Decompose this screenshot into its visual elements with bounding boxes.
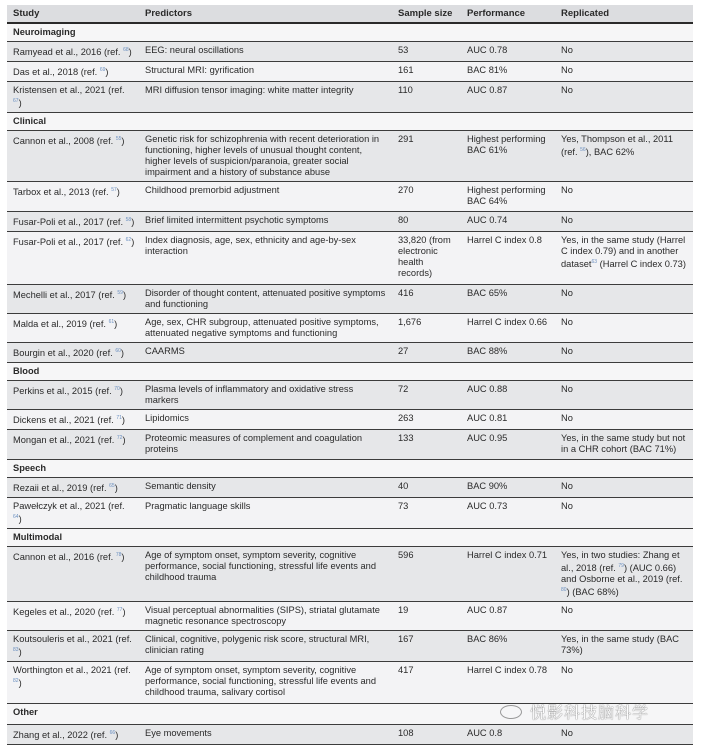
sample-cell: 161 [392, 62, 461, 82]
text-segment: Das et al., 2018 (ref. [13, 67, 100, 77]
text-segment: Mongan et al., 2021 (ref. [13, 435, 117, 445]
text-segment: ) [18, 98, 22, 108]
replicated-cell [555, 285, 693, 314]
section-header-row [7, 363, 693, 381]
watermark [500, 705, 649, 721]
study-cell [7, 725, 139, 745]
replicated-cell [555, 182, 693, 212]
predictors-cell: EEG: neural oscillations [139, 42, 392, 62]
text-segment: No [561, 215, 573, 225]
study-cell [7, 631, 139, 662]
sample-cell: 53 [392, 42, 461, 62]
text-segment: No [561, 346, 573, 356]
text-segment: Yes, in the same study but not in a CHR cohort (BAC 71%) [561, 433, 686, 454]
study-cell [7, 498, 139, 529]
predictors-cell: Index diagnosis, age, sex, ethnicity and age-by-sex interaction [139, 232, 392, 285]
replicated-cell [555, 631, 693, 662]
predictors-cell: Age of symptom onset, symptom severity, cognitive performance, social functioning, stressful life events and childhood trauma [139, 547, 392, 602]
section-title: Blood [13, 366, 40, 376]
text-segment: No [561, 65, 573, 75]
performance-cell: AUC 0.87 [461, 602, 555, 631]
performance-cell: Highest performing BAC 61% [461, 131, 555, 182]
text-segment: Dickens et al., 2021 (ref. [13, 415, 117, 425]
replicated-cell [555, 725, 693, 745]
section-header-cell [7, 529, 693, 547]
replicated-cell [555, 62, 693, 82]
performance-cell: Highest performing BAC 64% [461, 182, 555, 212]
text-segment: ) [122, 290, 127, 300]
sample-cell: 110 [392, 82, 461, 113]
text-segment: No [561, 288, 573, 298]
table-row [7, 498, 693, 529]
study-cell [7, 430, 139, 460]
section-header-row [7, 113, 693, 131]
text-segment: ) [119, 386, 123, 396]
text-segment: Perkins et al., 2015 (ref. [13, 386, 115, 396]
table-header-row [7, 5, 693, 23]
column-header: Performance [461, 5, 555, 23]
sample-cell: 133 [392, 430, 461, 460]
text-segment: Yes, in the same study (BAC 73%) [561, 634, 679, 655]
text-segment: Yes, in two studies: Zhang et al., 2018 (ref. [561, 550, 680, 573]
text-segment: (Harrel C index 0.73) [597, 259, 686, 269]
table-row [7, 182, 693, 212]
sample-cell: 596 [392, 547, 461, 602]
text-segment: ) [128, 47, 132, 57]
text-segment: ) [18, 514, 22, 524]
text-segment: ) [131, 217, 135, 227]
replicated-cell [555, 381, 693, 410]
table-row [7, 381, 693, 410]
table-row [7, 285, 693, 314]
predictors-cell: Semantic density [139, 478, 392, 498]
predictors-table [7, 5, 693, 745]
reference-number[interactable]: 80 [561, 587, 567, 593]
table-row [7, 602, 693, 631]
text-segment: Kegeles et al., 2020 (ref. [13, 607, 117, 617]
text-segment: ) [131, 237, 135, 247]
column-header: Sample size [392, 5, 461, 23]
reference-number[interactable]: 77 [116, 607, 123, 613]
reference-number[interactable]: 68 [123, 47, 129, 53]
text-segment: Yes, Thompson et al., 2011 (ref. [561, 134, 673, 157]
text-segment: Koutsouleris et al., 2021 (ref. [13, 634, 132, 644]
table-row [7, 430, 693, 460]
table-row [7, 662, 693, 704]
table-row [7, 42, 693, 62]
text-segment: No [561, 317, 573, 327]
study-cell [7, 547, 139, 602]
predictors-cell: Genetic risk for schizophrenia with recent deterioration in functioning, higher levels of unusual thought content, higher levels of suspicion/paranoia, greater social impairment and a history of substance abuse [139, 131, 392, 182]
performance-cell: Harrel C index 0.71 [461, 547, 555, 602]
sample-cell: 263 [392, 410, 461, 430]
performance-cell: BAC 86% [461, 631, 555, 662]
section-title: Speech [13, 463, 47, 473]
sample-cell: 417 [392, 662, 461, 704]
sample-cell: 416 [392, 285, 461, 314]
text-segment: ) [122, 607, 126, 617]
text-segment: Fusar-Poli et al., 2017 (ref. [13, 237, 126, 247]
reference-number[interactable]: 79 [618, 563, 624, 569]
performance-cell: AUC 0.87 [461, 82, 555, 113]
text-segment: ) [120, 348, 124, 358]
predictors-cell: Brief limited intermittent psychotic symptoms [139, 212, 392, 232]
text-segment: ) [105, 67, 109, 77]
sample-cell: 73 [392, 498, 461, 529]
text-segment: ) [116, 187, 120, 197]
column-header: Predictors [139, 5, 392, 23]
text-segment: No [561, 481, 573, 491]
watermark-text: 悦影科技脑科学 [529, 703, 649, 722]
replicated-cell [555, 547, 693, 602]
performance-cell: AUC 0.95 [461, 430, 555, 460]
study-cell [7, 602, 139, 631]
table-row [7, 212, 693, 232]
reference-number[interactable]: 69 [99, 67, 106, 73]
sample-cell: 40 [392, 478, 461, 498]
replicated-cell [555, 602, 693, 631]
text-segment: Yes, in the same study (Harrel C index 0.79) and in another dataset [561, 235, 686, 269]
predictors-cell: Disorder of thought content, attenuated positive symptoms and functioning [139, 285, 392, 314]
reference-number[interactable]: 78 [115, 552, 122, 558]
study-cell [7, 285, 139, 314]
predictors-cell: Proteomic measures of complement and coagulation proteins [139, 430, 392, 460]
text-segment: Pawełczyk et al., 2021 (ref. [13, 501, 125, 511]
predictors-cell: MRI diffusion tensor imaging: white matter integrity [139, 82, 392, 113]
section-title: Neuroimaging [13, 27, 76, 37]
text-segment: No [561, 185, 573, 195]
reference-number[interactable]: 64 [13, 514, 19, 520]
text-segment: ) (AUC 0.66) and Osborne et al., 2019 (ref. [561, 563, 683, 584]
text-segment: No [561, 665, 573, 675]
performance-cell: BAC 90% [461, 478, 555, 498]
section-header-cell [7, 460, 693, 478]
wechat-logo-icon [500, 705, 522, 719]
text-segment: Kristensen et al., 2021 (ref. [13, 85, 125, 95]
predictors-cell: Pragmatic language skills [139, 498, 392, 529]
section-header-cell [7, 23, 693, 42]
performance-cell: Harrel C index 0.78 [461, 662, 555, 704]
study-cell [7, 314, 139, 343]
text-segment: ) [18, 678, 22, 688]
text-segment: Worthington et al., 2021 (ref. [13, 665, 131, 675]
performance-cell: BAC 88% [461, 343, 555, 363]
performance-cell: Harrel C index 0.66 [461, 314, 555, 343]
reference-number[interactable]: 56 [580, 147, 586, 153]
performance-cell: AUC 0.88 [461, 381, 555, 410]
study-cell [7, 42, 139, 62]
text-segment: No [561, 501, 573, 511]
text-segment: No [561, 384, 573, 394]
predictors-cell: Age of symptom onset, symptom severity, cognitive performance, social functioning, stressful life events and childhood trauma, salivary cortisol [139, 662, 392, 704]
reference-number[interactable]: 57 [111, 187, 117, 193]
replicated-cell [555, 82, 693, 113]
sample-cell: 19 [392, 602, 461, 631]
text-segment: No [561, 728, 573, 738]
reference-number[interactable]: 55 [115, 136, 122, 142]
study-cell [7, 381, 139, 410]
text-segment: ) [18, 647, 22, 657]
section-header-row [7, 529, 693, 547]
predictors-cell: Age, sex, CHR subgroup, attenuated positive symptoms, attenuated negative symptoms and functioning [139, 314, 392, 343]
performance-cell: AUC 0.8 [461, 725, 555, 745]
performance-cell: AUC 0.74 [461, 212, 555, 232]
text-segment: No [561, 605, 573, 615]
study-cell [7, 212, 139, 232]
sample-cell: 72 [392, 381, 461, 410]
column-header: Study [7, 5, 139, 23]
text-segment: ) [121, 136, 125, 146]
text-segment: Tarbox et al., 2013 (ref. [13, 187, 112, 197]
reference-number[interactable]: 83 [13, 647, 19, 653]
section-header-cell [7, 113, 693, 131]
replicated-cell [555, 232, 693, 285]
performance-cell: AUC 0.78 [461, 42, 555, 62]
text-segment: Mechelli et al., 2017 (ref. [13, 290, 118, 300]
reference-number[interactable]: 67 [13, 98, 19, 104]
table-row [7, 725, 693, 745]
table-row [7, 343, 693, 363]
text-segment: ) [122, 435, 126, 445]
reference-number[interactable]: 63 [591, 259, 598, 265]
reference-number[interactable]: 59 [117, 290, 123, 296]
text-segment: Zhang et al., 2022 (ref. [13, 730, 110, 740]
text-segment: No [561, 413, 573, 423]
column-header: Replicated [555, 5, 693, 23]
sample-cell: 80 [392, 212, 461, 232]
predictors-cell: Structural MRI: gyrification [139, 62, 392, 82]
study-cell [7, 478, 139, 498]
text-segment: ) [121, 552, 125, 562]
predictors-cell: Childhood premorbid adjustment [139, 182, 392, 212]
predictors-cell: Clinical, cognitive, polygenic risk score, structural MRI, clinician rating [139, 631, 392, 662]
performance-cell: AUC 0.81 [461, 410, 555, 430]
text-segment: ), BAC 62% [585, 147, 635, 157]
text-segment: No [561, 45, 573, 55]
predictors-cell: Plasma levels of inflammatory and oxidative stress markers [139, 381, 392, 410]
sample-cell: 108 [392, 725, 461, 745]
section-header-row [7, 704, 693, 725]
text-segment: Cannon et al., 2016 (ref. [13, 552, 116, 562]
study-cell [7, 232, 139, 285]
reference-number[interactable]: 61 [108, 319, 115, 325]
replicated-cell [555, 212, 693, 232]
text-segment: Bourgin et al., 2020 (ref. [13, 348, 116, 358]
text-segment: Fusar-Poli et al., 2017 (ref. [13, 217, 126, 227]
performance-cell: BAC 81% [461, 62, 555, 82]
study-cell [7, 343, 139, 363]
section-header-row [7, 23, 693, 42]
text-segment: ) [114, 483, 118, 493]
reference-number[interactable]: 71 [116, 415, 122, 421]
sample-cell: 167 [392, 631, 461, 662]
section-header-cell [7, 363, 693, 381]
study-cell [7, 131, 139, 182]
predictors-cell: Eye movements [139, 725, 392, 745]
text-segment: Malda et al., 2019 (ref. [13, 319, 109, 329]
text-segment: Ramyead et al., 2016 (ref. [13, 47, 124, 57]
predictors-cell: Lipidomics [139, 410, 392, 430]
study-cell [7, 410, 139, 430]
text-segment: No [561, 85, 573, 95]
text-segment: ) [114, 319, 118, 329]
sample-cell: 33,820 (from electronic health records) [392, 232, 461, 285]
replicated-cell [555, 478, 693, 498]
text-segment: Cannon et al., 2008 (ref. [13, 136, 116, 146]
study-cell [7, 662, 139, 704]
performance-cell: BAC 65% [461, 285, 555, 314]
predictors-cell: Visual perceptual abnormalities (SIPS), striatal glutamate magnetic resonance spectroscopy [139, 602, 392, 631]
section-header-cell [7, 704, 693, 725]
study-cell [7, 62, 139, 82]
table-row [7, 631, 693, 662]
predictors-cell: CAARMS [139, 343, 392, 363]
performance-cell: Harrel C index 0.8 [461, 232, 555, 285]
reference-number[interactable]: 65 [109, 483, 115, 489]
table-row [7, 314, 693, 343]
sample-cell: 270 [392, 182, 461, 212]
table-row [7, 131, 693, 182]
text-segment: Rezaii et al., 2019 (ref. [13, 483, 110, 493]
reference-number[interactable]: 58 [125, 217, 132, 223]
study-cell [7, 82, 139, 113]
table-row [7, 547, 693, 602]
text-segment: ) [121, 415, 126, 425]
replicated-cell [555, 131, 693, 182]
reference-number[interactable]: 72 [116, 435, 123, 441]
replicated-cell [555, 430, 693, 460]
reference-number[interactable]: 60 [115, 348, 121, 354]
replicated-cell [555, 42, 693, 62]
table-row [7, 62, 693, 82]
study-cell [7, 182, 139, 212]
text-segment: ) [115, 730, 119, 740]
table-row [7, 82, 693, 113]
text-segment: ) (BAC 68%) [566, 587, 619, 597]
table-row [7, 410, 693, 430]
replicated-cell [555, 343, 693, 363]
replicated-cell [555, 410, 693, 430]
sample-cell: 27 [392, 343, 461, 363]
performance-cell: AUC 0.73 [461, 498, 555, 529]
replicated-cell [555, 314, 693, 343]
section-header-row [7, 460, 693, 478]
reference-number[interactable]: 82 [13, 678, 19, 684]
reference-number[interactable]: 66 [109, 730, 116, 736]
replicated-cell [555, 662, 693, 704]
reference-number[interactable]: 70 [114, 386, 120, 392]
sample-cell: 291 [392, 131, 461, 182]
section-title: Clinical [13, 116, 47, 126]
reference-number[interactable]: 62 [125, 237, 132, 243]
sample-cell: 1,676 [392, 314, 461, 343]
section-title: Multimodal [13, 532, 63, 542]
section-title: Other [13, 707, 38, 717]
table-row [7, 232, 693, 285]
replicated-cell [555, 498, 693, 529]
table-row [7, 478, 693, 498]
